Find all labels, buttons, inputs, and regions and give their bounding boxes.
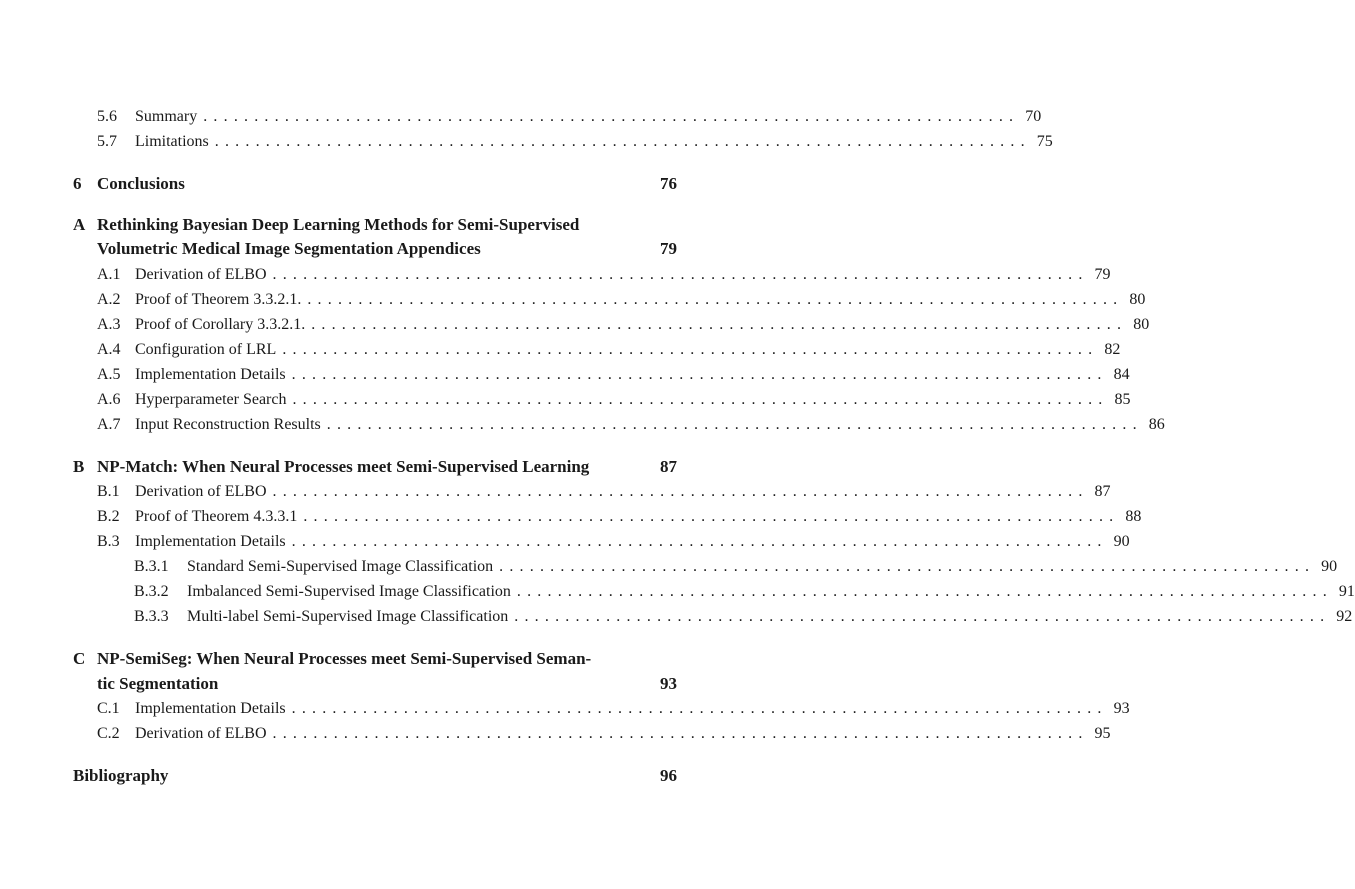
section-title: Input Reconstruction Results bbox=[135, 416, 321, 433]
section-number: A.4 bbox=[97, 341, 121, 358]
section-number: A.5 bbox=[97, 366, 121, 383]
toc-entry-c-2[interactable] bbox=[97, 724, 1111, 744]
chapter-number: C bbox=[73, 649, 86, 668]
section-number: A.6 bbox=[97, 391, 121, 408]
page-number: 84 bbox=[1113, 366, 1130, 383]
toc-entry-a-1[interactable] bbox=[97, 265, 1111, 285]
section-number: A.1 bbox=[97, 266, 121, 283]
section-number: 5.6 bbox=[97, 108, 117, 125]
page-number: 85 bbox=[1114, 391, 1131, 408]
section-number: 5.7 bbox=[97, 133, 117, 150]
section-title: Implementation Details bbox=[135, 700, 286, 717]
subsection-number: B.3.1 bbox=[134, 558, 169, 575]
dot-leader: ................................................................................ bbox=[292, 391, 1109, 408]
section-number: C.2 bbox=[97, 725, 120, 742]
subsection-number: B.3.2 bbox=[134, 583, 169, 600]
section-title: Proof of Theorem 3.3.2.1. bbox=[135, 291, 302, 308]
toc-entry-b-3-1[interactable] bbox=[134, 557, 1338, 577]
page-number: 86 bbox=[1148, 416, 1165, 433]
toc-entry-b-2[interactable] bbox=[97, 507, 1142, 527]
page-number: 80 bbox=[1133, 316, 1150, 333]
dot-leader: ................................................................................ bbox=[307, 291, 1124, 308]
chapter-title-line-2: Volumetric Medical Image Segmentation Appendices bbox=[97, 239, 481, 258]
page-number: 92 bbox=[1336, 608, 1353, 625]
page-number: 82 bbox=[1104, 341, 1121, 358]
dot-leader: ................................................................................ bbox=[203, 108, 1020, 125]
toc-entry-a-2[interactable] bbox=[97, 290, 1146, 310]
section-title: Derivation of ELBO bbox=[135, 725, 267, 742]
chapter-number: B bbox=[73, 457, 85, 476]
toc-chapter-6[interactable] bbox=[73, 174, 677, 194]
page-number: 93 bbox=[660, 674, 677, 693]
dot-leader: ................................................................................ bbox=[291, 533, 1108, 550]
dot-leader: ................................................................................ bbox=[272, 266, 1089, 283]
page-number: 88 bbox=[1125, 508, 1142, 525]
section-title: Hyperparameter Search bbox=[135, 391, 287, 408]
page-number: 93 bbox=[1113, 700, 1130, 717]
dot-leader: ................................................................................ bbox=[326, 416, 1143, 433]
chapter-title: NP-Match: When Neural Processes meet Semi-Supervised Learning bbox=[97, 457, 590, 476]
page-number: 87 bbox=[660, 457, 677, 476]
section-number: A.2 bbox=[97, 291, 121, 308]
chapter-title-line-1: Rethinking Bayesian Deep Learning Methods for Semi-Supervised bbox=[97, 215, 580, 234]
toc-entry-a-6[interactable] bbox=[97, 390, 1131, 410]
page-number: 91 bbox=[1338, 583, 1355, 600]
dot-leader: ................................................................................ bbox=[303, 508, 1120, 525]
section-title: Limitations bbox=[135, 133, 209, 150]
toc-entry-a-3[interactable] bbox=[97, 315, 1150, 335]
section-number: B.2 bbox=[97, 508, 120, 525]
section-title: Derivation of ELBO bbox=[135, 483, 267, 500]
section-title: Proof of Theorem 4.3.3.1 bbox=[135, 508, 298, 525]
subsection-title: Standard Semi-Supervised Image Classification bbox=[187, 558, 494, 575]
dot-leader: ................................................................................ bbox=[214, 133, 1031, 150]
page-number: 80 bbox=[1129, 291, 1146, 308]
chapter-title: Bibliography bbox=[73, 766, 169, 785]
page-number: 87 bbox=[1094, 483, 1111, 500]
dot-leader: ................................................................................ bbox=[291, 700, 1108, 717]
subsection-number: B.3.3 bbox=[134, 608, 169, 625]
toc-entry-b-1[interactable] bbox=[97, 482, 1111, 502]
page-number: 95 bbox=[1094, 725, 1111, 742]
section-number: B.3 bbox=[97, 533, 120, 550]
toc-entry-b-3[interactable] bbox=[97, 532, 1130, 552]
dot-leader: ................................................................................ bbox=[499, 558, 1316, 575]
section-title: Configuration of LRL bbox=[135, 341, 277, 358]
toc-appendix-b[interactable] bbox=[73, 457, 677, 477]
section-title: Summary bbox=[135, 108, 198, 125]
page-number: 90 bbox=[1321, 558, 1338, 575]
section-title: Implementation Details bbox=[135, 366, 286, 383]
toc-entry-5-6[interactable] bbox=[97, 107, 1042, 127]
dot-leader: ................................................................................ bbox=[514, 608, 1331, 625]
page-number: 79 bbox=[660, 239, 677, 258]
page-number: 76 bbox=[660, 174, 677, 193]
section-number: A.3 bbox=[97, 316, 121, 333]
toc-appendix-c-continued[interactable] bbox=[97, 674, 677, 694]
section-title: Implementation Details bbox=[135, 533, 286, 550]
section-title: Proof of Corollary 3.3.2.1. bbox=[135, 316, 306, 333]
toc-appendix-c[interactable] bbox=[73, 649, 677, 669]
dot-leader: ................................................................................ bbox=[516, 583, 1333, 600]
subsection-title: Multi-label Semi-Supervised Image Classification bbox=[187, 608, 509, 625]
toc-entry-5-7[interactable] bbox=[97, 132, 1053, 152]
toc-entry-a-7[interactable] bbox=[97, 415, 1165, 435]
page-number: 90 bbox=[1113, 533, 1130, 550]
page-number: 79 bbox=[1094, 266, 1111, 283]
toc-appendix-a[interactable] bbox=[73, 215, 677, 235]
toc-entry-b-3-3[interactable] bbox=[134, 607, 1353, 627]
dot-leader: ................................................................................ bbox=[272, 725, 1089, 742]
chapter-title-line-1: NP-SemiSeg: When Neural Processes meet Semi-Supervised Seman- bbox=[97, 649, 592, 668]
section-number: B.1 bbox=[97, 483, 120, 500]
dot-leader: ................................................................................ bbox=[282, 341, 1099, 358]
chapter-number: A bbox=[73, 215, 86, 234]
toc-bibliography[interactable] bbox=[73, 766, 677, 786]
subsection-title: Imbalanced Semi-Supervised Image Classification bbox=[187, 583, 511, 600]
page-number: 75 bbox=[1036, 133, 1053, 150]
dot-leader: ................................................................................ bbox=[272, 483, 1089, 500]
page-number: 96 bbox=[660, 766, 677, 785]
toc-appendix-a-continued[interactable] bbox=[97, 239, 677, 259]
section-number: C.1 bbox=[97, 700, 120, 717]
chapter-number: 6 bbox=[73, 174, 82, 193]
section-number: A.7 bbox=[97, 416, 121, 433]
section-title: Derivation of ELBO bbox=[135, 266, 267, 283]
toc-entry-c-1[interactable] bbox=[97, 699, 1130, 719]
dot-leader: ................................................................................ bbox=[291, 366, 1108, 383]
toc-entry-b-3-2[interactable] bbox=[134, 582, 1355, 602]
dot-leader: ................................................................................ bbox=[311, 316, 1128, 333]
chapter-title-line-2: tic Segmentation bbox=[97, 674, 219, 693]
page-number: 70 bbox=[1025, 108, 1042, 125]
chapter-title: Conclusions bbox=[97, 174, 185, 193]
toc-entry-a-5[interactable] bbox=[97, 365, 1130, 385]
toc-entry-a-4[interactable] bbox=[97, 340, 1121, 360]
